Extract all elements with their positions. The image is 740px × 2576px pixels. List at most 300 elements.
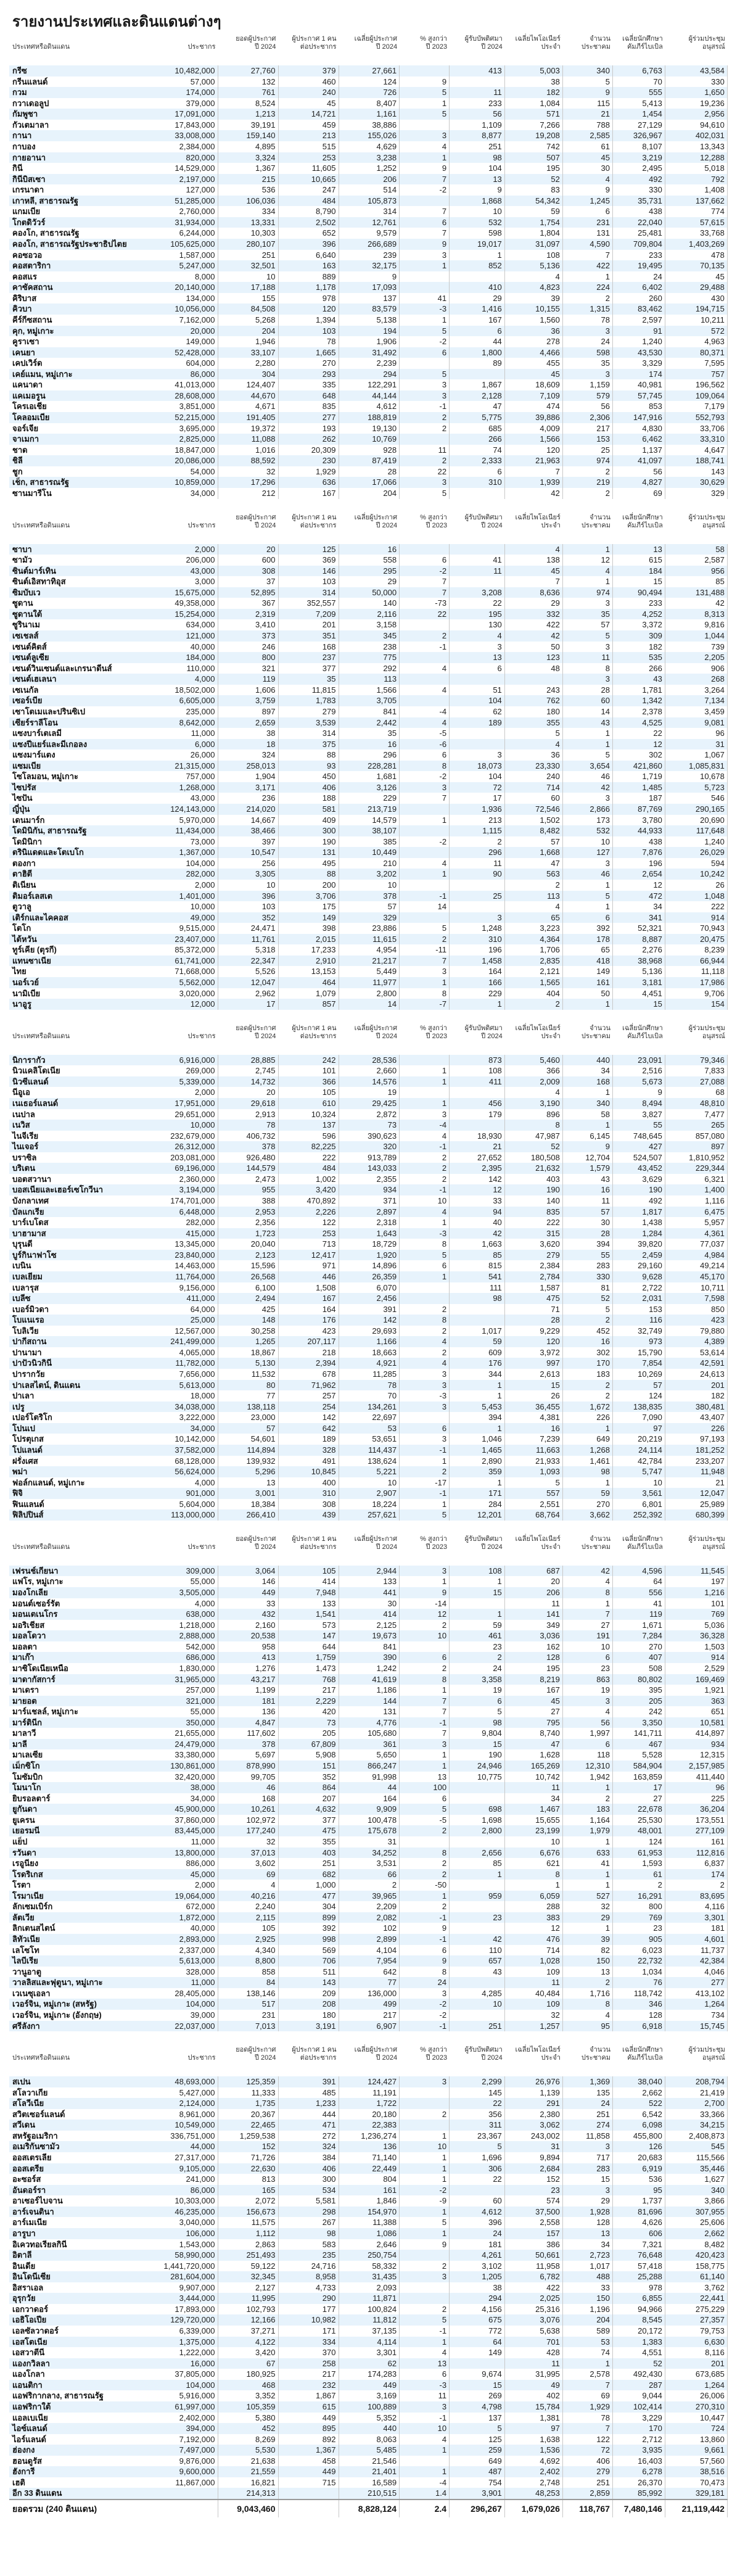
- table-row: [9, 65, 728, 76]
- table-row: [9, 1685, 728, 1696]
- cell-average-publishers: 804: [339, 2174, 400, 2185]
- country-name: แคนาดา: [12, 380, 43, 390]
- cell-memorial-attendance: 10,211: [665, 315, 728, 326]
- cell-bible-studies: 25,481: [613, 228, 665, 239]
- cell-memorial-attendance: 12,047: [665, 1488, 728, 1499]
- cell-bible-studies: 2,722: [613, 1282, 665, 1294]
- cell-baptized: 311: [450, 2120, 505, 2131]
- cell-population: 18,502,000: [157, 685, 218, 696]
- table-row: [9, 2239, 728, 2250]
- cell-memorial-attendance: 330: [665, 76, 728, 88]
- country-name: เอธิโอเปีย: [12, 2315, 47, 2325]
- cell-peak-publishers: 761: [218, 87, 279, 98]
- cell-peak-publishers: 536: [218, 184, 279, 196]
- cell-percent-increase: 7: [400, 956, 450, 967]
- cell-peak-publishers: 22,630: [218, 2163, 279, 2174]
- cell-congregations: 1: [563, 1423, 613, 1434]
- cell-baptized: 266: [450, 434, 505, 445]
- cell-average-publishers: 124,427: [339, 2076, 400, 2087]
- cell-memorial-attendance: 914: [665, 1652, 728, 1663]
- cell-peak-publishers: 4: [218, 1880, 279, 1891]
- cell-congregations: 2,578: [563, 2369, 613, 2380]
- table-row: [9, 163, 728, 174]
- column-header-label: ปี 2024: [376, 521, 398, 529]
- table-row: [9, 2293, 728, 2304]
- cell-memorial-attendance: 277,109: [665, 1825, 728, 1836]
- country-name: เบอร์มิวดา: [12, 1304, 49, 1314]
- table-row: [9, 642, 728, 653]
- cell-baptized: [450, 674, 505, 685]
- cell-congregations: 1,245: [563, 196, 613, 207]
- table-row: [9, 706, 728, 717]
- column-header-label: ประชาคม: [581, 521, 610, 529]
- cell-baptized: 59: [450, 1620, 505, 1631]
- cell-baptized: 5: [450, 2423, 505, 2434]
- cell-percent-increase: 4: [400, 141, 450, 152]
- cell-bible-studies: 555: [613, 87, 665, 98]
- cell-peak-publishers: 2,953: [218, 1207, 279, 1218]
- cell-publisher-ratio: 218: [279, 1347, 339, 1358]
- cell-percent-increase: [400, 2120, 450, 2131]
- cell-baptized: 2,890: [450, 1456, 505, 1467]
- cell-average-pioneers: 2,784: [505, 1271, 563, 1282]
- total-bible-studies: 7,480,146: [613, 2500, 665, 2517]
- cell-memorial-attendance: 53,614: [665, 1347, 728, 1358]
- cell-congregations: 3: [563, 2141, 613, 2152]
- cell-population: 2,000: [157, 1880, 218, 1891]
- cell-percent-increase: [400, 847, 450, 858]
- cell-average-pioneers: 48,253: [505, 2488, 563, 2499]
- cell-baptized: 98: [450, 1293, 505, 1304]
- column-header-label: ปี 2024: [376, 2054, 398, 2062]
- cell-peak-publishers: 146: [218, 1576, 279, 1587]
- cell-memorial-attendance: 7,595: [665, 358, 728, 369]
- cell-publisher-ratio: 308: [279, 1499, 339, 1510]
- cell-average-pioneers: 1,536: [505, 2445, 563, 2456]
- column-header-label: ผู้ประกาศ 1 คน: [292, 1024, 337, 1032]
- country-name: แซงปีแยร์และมีเกอลง: [12, 739, 88, 749]
- table-row: [9, 869, 728, 880]
- cell-peak-publishers: 1,946: [218, 336, 279, 347]
- cell-memorial-attendance: 77,037: [665, 1239, 728, 1250]
- cell-percent-increase: 2: [400, 1174, 450, 1185]
- table-row: [9, 717, 728, 729]
- cell-publisher-ratio: 375: [279, 739, 339, 750]
- cell-publisher-ratio: 652: [279, 228, 339, 239]
- table-row: [9, 488, 728, 499]
- cell-bible-studies: 102,414: [613, 2401, 665, 2413]
- cell-congregations: 274: [563, 2120, 613, 2131]
- cell-percent-increase: 5: [400, 87, 450, 98]
- column-header-population: [157, 43, 218, 51]
- cell-peak-publishers: 136: [218, 1706, 279, 1717]
- cell-average-pioneers: 36: [505, 749, 563, 761]
- cell-baptized: 1: [450, 250, 505, 261]
- table-row: [9, 1184, 728, 1195]
- cell-memorial-attendance: 8,116: [665, 2347, 728, 2358]
- cell-memorial-attendance: 158,775: [665, 2261, 728, 2272]
- cell-bible-studies: 421,860: [613, 761, 665, 772]
- table-row: [9, 423, 728, 434]
- cell-average-pioneers: 2,121: [505, 966, 563, 977]
- cell-congregations: 30: [563, 1217, 613, 1228]
- cell-publisher-ratio: 290: [279, 2293, 339, 2304]
- cell-baptized: 3,358: [450, 1674, 505, 1685]
- cell-average-publishers: 131: [339, 1706, 400, 1717]
- cell-bible-studies: 524,507: [613, 1152, 665, 1163]
- cell-peak-publishers: 69: [218, 1869, 279, 1880]
- cell-publisher-ratio: 420: [279, 1706, 339, 1717]
- cell-average-pioneers: 6,059: [505, 1891, 563, 1902]
- cell-average-pioneers: 11,958: [505, 2261, 563, 2272]
- cell-bible-studies: 97: [613, 1423, 665, 1434]
- cell-bible-studies: 20,683: [613, 2152, 665, 2163]
- table-row: [9, 1815, 728, 1826]
- cell-publisher-ratio: 67,809: [279, 1739, 339, 1750]
- cell-publisher-ratio: 768: [279, 1674, 339, 1685]
- country-name: เลโซโท: [12, 1945, 39, 1955]
- cell-percent-increase: 6: [400, 1793, 450, 1804]
- cell-bible-studies: 44,933: [613, 825, 665, 836]
- cell-population: 235,000: [157, 706, 218, 717]
- cell-average-publishers: 44,144: [339, 390, 400, 402]
- cell-average-pioneers: 20: [505, 1576, 563, 1587]
- cell-bible-studies: 302: [613, 749, 665, 761]
- cell-peak-publishers: 18,867: [218, 1347, 279, 1358]
- cell-percent-increase: [400, 695, 450, 706]
- cell-average-publishers: 1,166: [339, 1336, 400, 1347]
- cell-publisher-ratio: 396: [279, 239, 339, 250]
- cell-memorial-attendance: 12,288: [665, 152, 728, 163]
- country-name: กายอานา: [12, 152, 46, 162]
- cell-congregations: 55: [563, 1250, 613, 1261]
- country-name: โมนาโก: [12, 1783, 41, 1793]
- cell-average-publishers: 2,125: [339, 1620, 400, 1631]
- table-row: [9, 1804, 728, 1815]
- cell-memorial-attendance: 33,366: [665, 2109, 728, 2120]
- cell-baptized: 4,798: [450, 2401, 505, 2413]
- cell-average-publishers: 142: [339, 1315, 400, 1326]
- cell-peak-publishers: 119: [218, 674, 279, 685]
- column-header-memorial-attendance: [665, 1535, 728, 1551]
- cell-peak-publishers: 102,793: [218, 2304, 279, 2315]
- total-memorial-attendance: 21,119,442: [665, 2500, 728, 2517]
- column-header-label: ประจำ: [541, 2054, 561, 2062]
- cell-population: 121,000: [157, 630, 218, 642]
- cell-congregations: 43: [563, 1174, 613, 1185]
- cell-percent-increase: 5: [400, 1804, 450, 1815]
- cell-publisher-ratio: 495: [279, 858, 339, 869]
- cell-percent-increase: 2: [400, 2109, 450, 2120]
- cell-publisher-ratio: 3,706: [279, 891, 339, 902]
- cell-congregations: 28: [563, 1228, 613, 1239]
- cell-congregations: 283: [563, 1260, 613, 1271]
- cell-population: 3,222,000: [157, 1412, 218, 1423]
- cell-bible-studies: 57,745: [613, 390, 665, 402]
- country-name: ยูกันดา: [12, 1804, 38, 1814]
- cell-population: 3,851,000: [157, 401, 218, 412]
- cell-average-pioneers: 57: [505, 836, 563, 848]
- cell-population: 1,401,000: [157, 891, 218, 902]
- column-header-average-pioneers: [505, 1535, 563, 1551]
- table-row: [9, 1250, 728, 1261]
- cell-average-pioneers: 10: [505, 1836, 563, 1847]
- cell-average-publishers: 3,169: [339, 2390, 400, 2401]
- cell-peak-publishers: 2,863: [218, 2239, 279, 2250]
- cell-population: 113,000,000: [157, 1509, 218, 1521]
- cell-congregations: 25: [563, 445, 613, 456]
- cell-congregations: 60: [563, 695, 613, 706]
- cell-percent-increase: 8: [400, 761, 450, 772]
- cell-population: 105,625,000: [157, 239, 218, 250]
- cell-population: 37,805,000: [157, 2369, 218, 2380]
- cell-population: 10,549,000: [157, 2120, 218, 2131]
- cell-peak-publishers: 5,318: [218, 944, 279, 956]
- cell-population: 1,268,000: [157, 782, 218, 793]
- cell-publisher-ratio: 406: [279, 782, 339, 793]
- cell-bible-studies: 56: [613, 466, 665, 477]
- country-name: โรดริเกส: [12, 1869, 43, 1879]
- cell-publisher-ratio: 459: [279, 120, 339, 131]
- cell-peak-publishers: 3,352: [218, 2390, 279, 2401]
- cell-memorial-attendance: 35,446: [665, 2163, 728, 2174]
- cell-percent-increase: 4: [400, 1131, 450, 1142]
- cell-bible-studies: 124: [613, 1836, 665, 1847]
- cell-bible-studies: 467: [613, 1739, 665, 1750]
- cell-percent-increase: 11: [400, 2390, 450, 2401]
- country-name: แซงมาร์แตง: [12, 750, 56, 760]
- cell-population: 7,192,000: [157, 2434, 218, 2445]
- cell-population: 34,000: [157, 1423, 218, 1434]
- cell-baptized: 6: [450, 326, 505, 337]
- table-row: [9, 477, 728, 488]
- cell-percent-increase: [400, 2293, 450, 2304]
- column-header-label: ปี 2024: [481, 521, 503, 529]
- country-name: อินเดีย: [12, 2261, 36, 2271]
- cell-peak-publishers: 1,723: [218, 1228, 279, 1239]
- cell-population: 10,482,000: [157, 65, 218, 76]
- cell-peak-publishers: 214,020: [218, 804, 279, 815]
- country-name: ฮอนดูรัส: [12, 2456, 42, 2466]
- cell-peak-publishers: 17,296: [218, 477, 279, 488]
- cell-congregations: 532: [563, 825, 613, 836]
- cell-memorial-attendance: 3,459: [665, 706, 728, 717]
- cell-baptized: 213: [450, 815, 505, 826]
- cell-memorial-attendance: 13,343: [665, 141, 728, 152]
- cell-memorial-attendance: 1,627: [665, 2174, 728, 2185]
- cell-percent-increase: 3: [400, 1566, 450, 1577]
- cell-average-pioneers: 23,330: [505, 761, 563, 772]
- country-name: อิตาลี: [12, 2250, 32, 2260]
- cell-publisher-ratio: 2,502: [279, 217, 339, 228]
- cell-publisher-ratio: 193: [279, 423, 339, 434]
- cell-publisher-ratio: 258: [279, 2358, 339, 2369]
- table-row: [9, 2337, 728, 2348]
- cell-percent-increase: -1: [400, 401, 450, 412]
- cell-average-publishers: 3,158: [339, 619, 400, 630]
- table-row: [9, 1402, 728, 1413]
- cell-average-pioneers: 113: [505, 891, 563, 902]
- cell-publisher-ratio: 235: [279, 2250, 339, 2261]
- cell-percent-increase: -2: [400, 2185, 450, 2196]
- country-name: แย็ป: [12, 1836, 28, 1846]
- cell-congregations: 3: [563, 642, 613, 653]
- cell-population: 672,000: [157, 1901, 218, 1912]
- cell-population: 10,000: [157, 1120, 218, 1131]
- cell-average-pioneers: 165,269: [505, 1761, 563, 1772]
- cell-publisher-ratio: 10,982: [279, 2314, 339, 2326]
- cell-average-pioneers: 563: [505, 869, 563, 880]
- cell-baptized: 1,115: [450, 825, 505, 836]
- cell-memorial-attendance: 143: [665, 466, 728, 477]
- column-header-bible-studies: [613, 1535, 665, 1551]
- cell-peak-publishers: 4,340: [218, 1945, 279, 1956]
- cell-bible-studies: 22,678: [613, 1804, 665, 1815]
- cell-baptized: 4: [450, 630, 505, 642]
- cell-percent-increase: 2: [400, 1869, 450, 1880]
- country-name: เอสวาตีนี: [12, 2348, 45, 2358]
- cell-publisher-ratio: 177: [279, 2304, 339, 2315]
- cell-average-publishers: 1,681: [339, 771, 400, 782]
- cell-memorial-attendance: 10,711: [665, 1282, 728, 1294]
- cell-population: 5,339,000: [157, 1076, 218, 1088]
- cell-peak-publishers: 12,166: [218, 2314, 279, 2326]
- cell-average-pioneers: 315: [505, 1228, 563, 1239]
- cell-population: 31,934,000: [157, 217, 218, 228]
- cell-bible-studies: 2,276: [613, 944, 665, 956]
- cell-bible-studies: 615: [613, 555, 665, 566]
- cell-percent-increase: 3: [400, 390, 450, 402]
- cell-population: 16,000: [157, 2358, 218, 2369]
- cell-percent-increase: 2: [400, 630, 450, 642]
- table-row: [9, 2163, 728, 2174]
- cell-population: 4,000: [157, 1477, 218, 1488]
- country-name: กาบอง: [12, 141, 36, 151]
- country-name: ชิลี: [12, 456, 23, 466]
- cell-memorial-attendance: 769: [665, 1609, 728, 1620]
- cell-peak-publishers: 3,420: [218, 2347, 279, 2358]
- country-name: นีอูเอ: [12, 1088, 30, 1097]
- cell-peak-publishers: 1,367: [218, 163, 279, 174]
- cell-percent-increase: 10: [400, 1195, 450, 1207]
- table-row: [9, 999, 728, 1010]
- cell-congregations: 1,369: [563, 2076, 613, 2087]
- country-name: ซูดานใต้: [12, 609, 43, 619]
- cell-percent-increase: -73: [400, 598, 450, 609]
- cell-congregations: 1,196: [563, 2304, 613, 2315]
- cell-memorial-attendance: 934: [665, 1739, 728, 1750]
- cell-average-publishers: 87,419: [339, 455, 400, 466]
- cell-average-publishers: 31: [339, 1836, 400, 1847]
- cell-baptized: 310: [450, 934, 505, 945]
- cell-congregations: 6,145: [563, 1131, 613, 1142]
- cell-peak-publishers: 43,217: [218, 1674, 279, 1685]
- cell-average-publishers: 2,442: [339, 717, 400, 729]
- country-name: โปแลนด์: [12, 1445, 43, 1455]
- cell-memorial-attendance: 36,328: [665, 1630, 728, 1641]
- cell-percent-increase: -3: [400, 2380, 450, 2391]
- cell-average-publishers: 14,579: [339, 815, 400, 826]
- cell-average-publishers: 1,242: [339, 1663, 400, 1674]
- cell-baptized: 1,465: [450, 1445, 505, 1456]
- cell-bible-studies: 4,626: [613, 2217, 665, 2228]
- cell-average-pioneers: 25,316: [505, 2304, 563, 2315]
- country-name: โรตา: [12, 1880, 31, 1890]
- cell-bible-studies: 22,732: [613, 1955, 665, 1967]
- cell-population: 9,515,000: [157, 923, 218, 934]
- cell-average-pioneers: 5,136: [505, 260, 563, 271]
- cell-percent-increase: 1: [400, 2207, 450, 2218]
- cell-average-publishers: 10: [339, 880, 400, 891]
- cell-congregations: 6: [563, 1652, 613, 1663]
- cell-average-pioneers: 39,886: [505, 412, 563, 423]
- cell-baptized: 18,930: [450, 1131, 505, 1142]
- cell-memorial-attendance: 226: [665, 1423, 728, 1434]
- cell-publisher-ratio: 1,002: [279, 1174, 339, 1185]
- cell-publisher-ratio: 207,117: [279, 1336, 339, 1347]
- country-name: ซูดาน: [12, 598, 33, 608]
- table-row: [9, 120, 728, 131]
- cell-congregations: 3: [563, 369, 613, 380]
- cell-average-pioneers: 31,097: [505, 239, 563, 250]
- column-header-congregations: [563, 2046, 613, 2062]
- cell-average-pioneers: 48: [505, 663, 563, 674]
- cell-publisher-ratio: 105: [279, 1566, 339, 1577]
- cell-memorial-attendance: 757: [665, 369, 728, 380]
- cell-bible-studies: 24: [613, 271, 665, 283]
- cell-peak-publishers: 215: [218, 174, 279, 185]
- cell-percent-increase: 1: [400, 2337, 450, 2348]
- cell-percent-increase: 1: [400, 2174, 450, 2185]
- cell-publisher-ratio: 201: [279, 619, 339, 630]
- cell-average-publishers: 10,769: [339, 434, 400, 445]
- cell-publisher-ratio: 1,759: [279, 1652, 339, 1663]
- cell-average-pioneers: 83: [505, 184, 563, 196]
- cell-publisher-ratio: 298: [279, 2207, 339, 2218]
- cell-population: 3,444,000: [157, 2293, 218, 2304]
- table-row: [9, 1749, 728, 1761]
- cell-bible-studies: 118,742: [613, 1988, 665, 1999]
- cell-congregations: 46: [563, 869, 613, 880]
- cell-average-publishers: 4,612: [339, 401, 400, 412]
- cell-memorial-attendance: 1,264: [665, 2380, 728, 2391]
- column-header-label: ประชาคม: [581, 1032, 610, 1040]
- cell-average-publishers: 39,965: [339, 1891, 400, 1902]
- column-header-label: ประจำ: [541, 1543, 561, 1551]
- cell-average-publishers: 3,238: [339, 152, 400, 163]
- cell-congregations: 11: [563, 1195, 613, 1207]
- cell-congregations: 4: [563, 1706, 613, 1717]
- cell-peak-publishers: 177,240: [218, 1825, 279, 1836]
- cell-baptized: [450, 1782, 505, 1793]
- cell-publisher-ratio: 1,367: [279, 2445, 339, 2456]
- country-name: ปานามา: [12, 1347, 42, 1357]
- cell-peak-publishers: 813: [218, 2174, 279, 2185]
- cell-congregations: 2,723: [563, 2250, 613, 2261]
- cell-baptized: 1,046: [450, 1434, 505, 1445]
- cell-bible-studies: 25,530: [613, 1815, 665, 1826]
- cell-congregations: 11,858: [563, 2131, 613, 2142]
- cell-average-pioneers: 2: [505, 999, 563, 1010]
- table-row: [9, 804, 728, 815]
- column-header-label: ผู้รับบัพติศมา: [464, 35, 503, 43]
- cell-average-publishers: 928: [339, 445, 400, 456]
- country-name: นอร์เวย์: [12, 978, 39, 987]
- cell-baptized: 62: [450, 706, 505, 717]
- cell-bible-studies: 15: [613, 999, 665, 1010]
- cell-publisher-ratio: 163: [279, 260, 339, 271]
- table-row: [9, 109, 728, 120]
